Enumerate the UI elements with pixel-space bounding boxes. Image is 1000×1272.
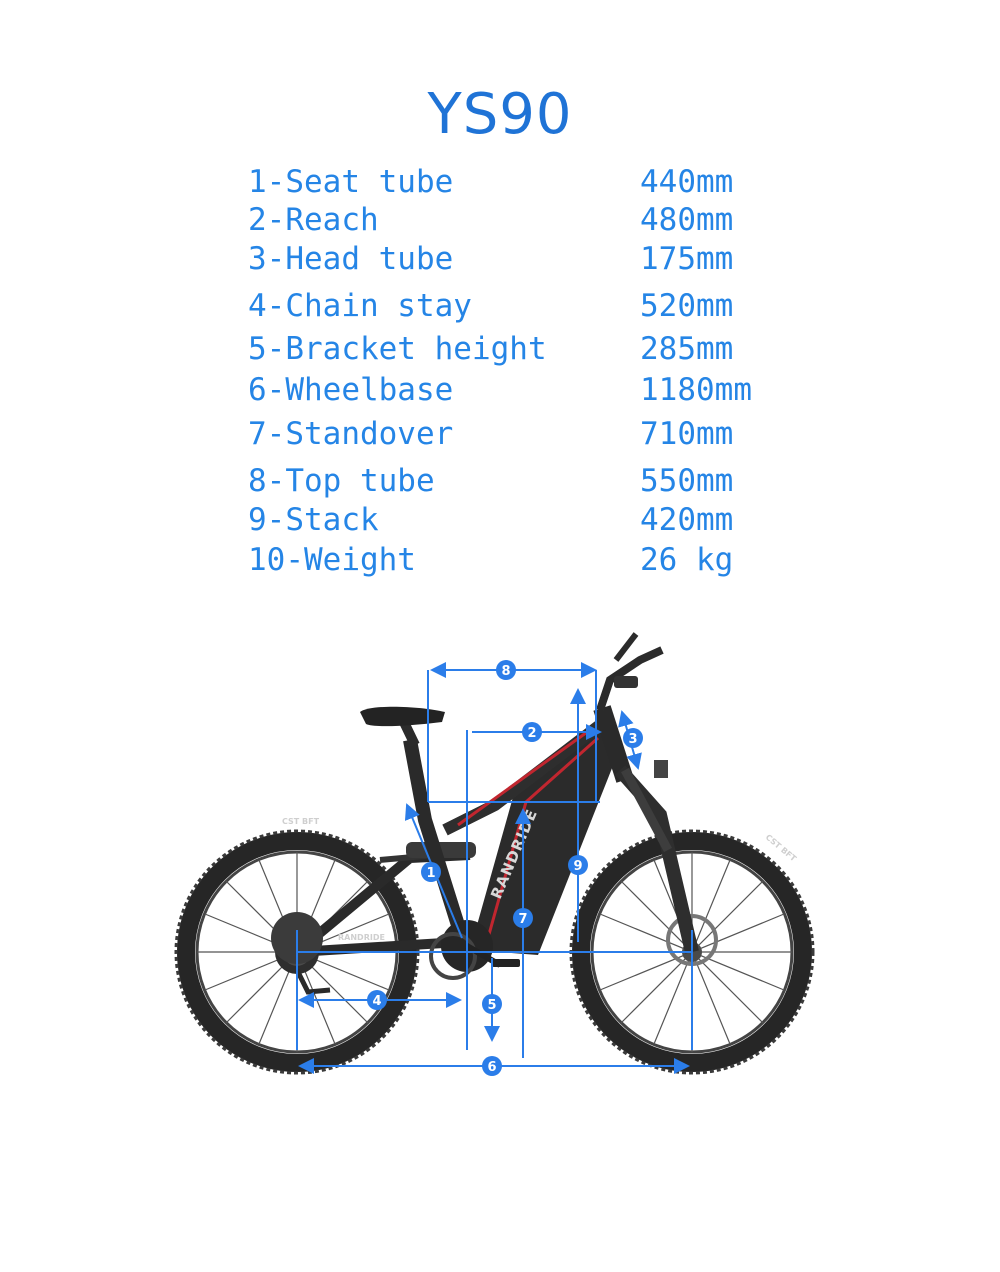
spec-label: 7-Standover <box>248 416 454 452</box>
spec-value: 480mm <box>640 202 734 238</box>
svg-text:8: 8 <box>501 664 511 679</box>
spec-value: 550mm <box>640 463 734 499</box>
spec-label: 1-Seat tube <box>248 164 454 200</box>
marker-2 <box>522 722 542 742</box>
marker-4 <box>367 990 387 1010</box>
svg-text:9: 9 <box>573 859 583 874</box>
spec-label: 6-Wheelbase <box>248 372 454 408</box>
handlebar <box>600 634 662 710</box>
model-title: YS90 <box>427 82 573 147</box>
spec-row-weight <box>248 540 808 580</box>
spec-value: 520mm <box>640 288 734 324</box>
svg-text:7: 7 <box>518 912 528 927</box>
marker-1 <box>421 862 441 882</box>
svg-text:3: 3 <box>628 732 638 747</box>
spec-value: 710mm <box>640 416 734 452</box>
spec-value: 1180mm <box>640 372 752 408</box>
marker-3 <box>623 728 643 748</box>
spec-row-bracket-height <box>248 329 808 369</box>
frame-brand-text: RANDRIDE <box>487 806 542 902</box>
spec-label: 9-Stack <box>248 502 379 538</box>
spec-row-seat-tube <box>248 162 808 202</box>
front-tire-brand: CST BFT <box>763 832 798 864</box>
spec-label: 4-Chain stay <box>248 288 472 324</box>
spec-row-chain-stay <box>248 286 808 326</box>
spec-label: 5-Bracket height <box>248 331 547 367</box>
bike-geometry-diagram <box>170 620 850 1090</box>
marker-7 <box>513 908 533 928</box>
saddle <box>360 707 445 745</box>
marker-9 <box>568 855 588 875</box>
spec-row-wheelbase <box>248 370 808 410</box>
svg-text:4: 4 <box>372 994 382 1009</box>
spec-row-reach <box>248 200 808 240</box>
chainstay-brand-text: RANDRIDE <box>338 933 385 942</box>
spec-row-standover <box>248 414 808 454</box>
svg-text:5: 5 <box>487 998 497 1013</box>
spec-row-top-tube <box>248 461 808 501</box>
spec-label: 8-Top tube <box>248 463 435 499</box>
spec-value: 26 kg <box>640 542 734 578</box>
rear-tire-brand: CST BFT <box>282 817 320 826</box>
svg-text:2: 2 <box>527 726 537 741</box>
spec-label: 3-Head tube <box>248 241 454 277</box>
marker-5 <box>482 994 502 1014</box>
spec-value: 175mm <box>640 241 734 277</box>
spec-row-head-tube <box>248 239 808 279</box>
spec-value: 420mm <box>640 502 734 538</box>
spec-value: 440mm <box>640 164 734 200</box>
spec-label: 10-Weight <box>248 542 416 578</box>
svg-text:6: 6 <box>487 1060 497 1075</box>
spec-value: 285mm <box>640 331 734 367</box>
marker-8 <box>496 660 516 680</box>
marker-6 <box>482 1056 502 1076</box>
spec-row-stack <box>248 500 808 540</box>
spec-label: 2-Reach <box>248 202 379 238</box>
svg-text:1: 1 <box>426 866 436 881</box>
